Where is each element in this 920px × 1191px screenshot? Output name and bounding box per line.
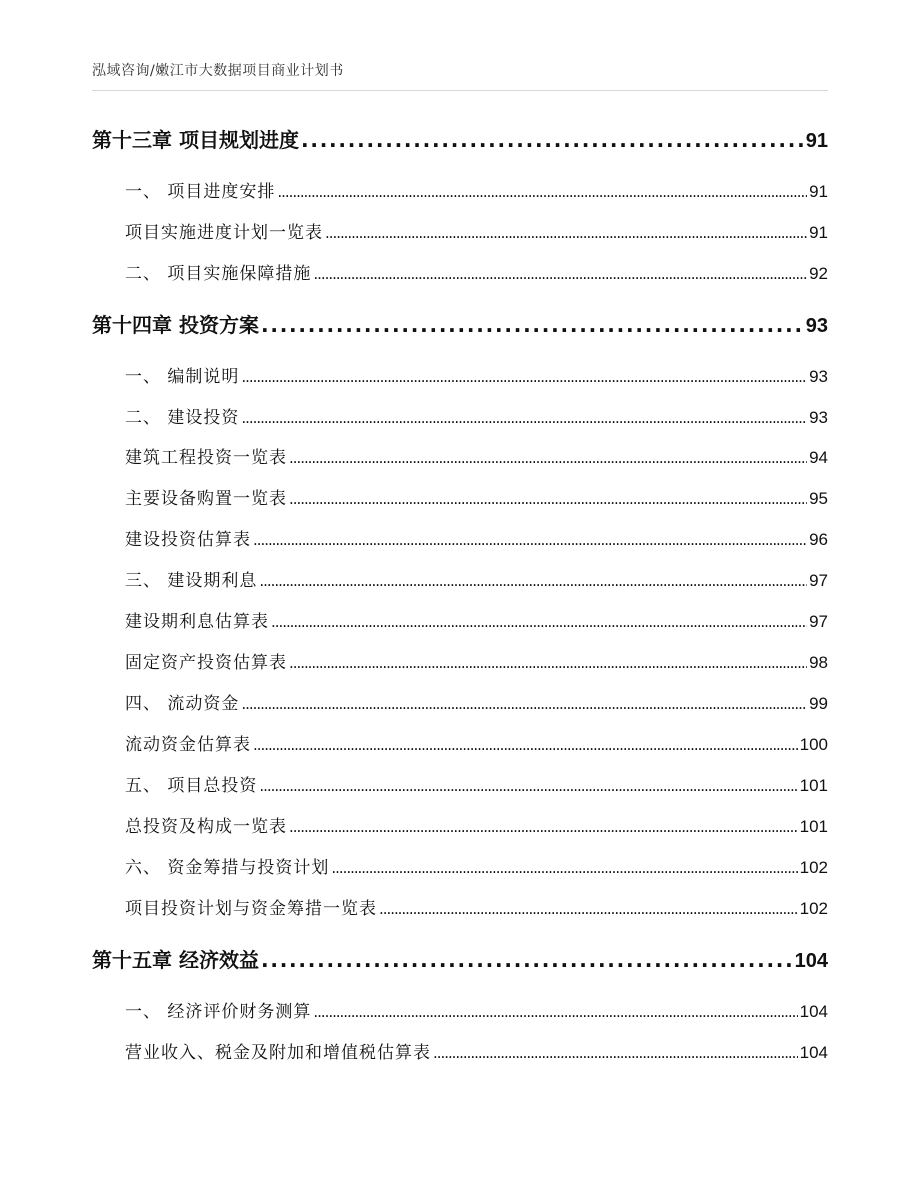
toc-entry-label: 五、 项目总投资 bbox=[125, 776, 258, 796]
toc-page-number: 93 bbox=[809, 408, 828, 427]
toc-leader-dots bbox=[259, 777, 797, 795]
toc-entry[interactable] bbox=[125, 566, 828, 591]
toc-entry-label: 一、 经济评价财务测算 bbox=[125, 1002, 312, 1022]
toc-entry-label: 营业收入、税金及附加和增值税估算表 bbox=[125, 1043, 431, 1063]
toc-page-number: 93 bbox=[809, 367, 828, 386]
toc-page-number: 101 bbox=[799, 817, 828, 836]
toc-page-number: 104 bbox=[799, 1043, 828, 1062]
toc-leader-dots bbox=[289, 654, 807, 672]
toc-leader-dots bbox=[241, 409, 807, 427]
toc-entry-label: 四、 流动资金 bbox=[125, 694, 240, 714]
toc-entry-label: 项目投资计划与资金筹措一览表 bbox=[125, 899, 377, 919]
toc-entry[interactable] bbox=[125, 259, 828, 284]
toc-entry[interactable] bbox=[125, 894, 828, 919]
toc-page-number: 96 bbox=[809, 530, 828, 549]
toc-entry-label: 项目实施进度计划一览表 bbox=[125, 223, 323, 243]
toc-entry-label: 三、 建设期利息 bbox=[125, 571, 258, 591]
toc-page-number: 100 bbox=[799, 735, 828, 754]
toc-entry[interactable] bbox=[125, 443, 828, 468]
toc-entry[interactable] bbox=[125, 607, 828, 632]
toc-leader-dots bbox=[261, 948, 793, 972]
toc-entry-label: 固定资产投资估算表 bbox=[125, 653, 287, 673]
toc-entry-label: 建筑工程投资一览表 bbox=[125, 448, 287, 468]
toc-entry[interactable] bbox=[125, 853, 828, 878]
toc-entry[interactable] bbox=[125, 362, 828, 387]
toc-entry-label: 第十五章 经济效益 bbox=[92, 948, 259, 972]
toc-leader-dots bbox=[253, 531, 807, 549]
toc-leader-dots bbox=[433, 1044, 798, 1062]
toc-leader-dots bbox=[331, 859, 797, 877]
toc-page-number: 91 bbox=[809, 223, 828, 242]
toc-entry-label: 主要设备购置一览表 bbox=[125, 489, 287, 509]
toc-leader-dots bbox=[259, 572, 807, 590]
toc-chapter-13[interactable] bbox=[92, 124, 828, 153]
page-header: 泓域咨询/嫩江市大数据项目商业计划书 bbox=[92, 63, 344, 79]
toc-leader-dots bbox=[277, 183, 807, 201]
toc-leader-dots bbox=[261, 313, 804, 337]
toc-entry-label: 二、 建设投资 bbox=[125, 408, 240, 428]
toc-entry-label: 二、 项目实施保障措施 bbox=[125, 264, 312, 284]
toc-entry-label: 第十四章 投资方案 bbox=[92, 313, 259, 337]
toc-entry-label: 建设投资估算表 bbox=[125, 530, 251, 550]
toc-page-number: 91 bbox=[805, 130, 828, 152]
toc-entry-label: 流动资金估算表 bbox=[125, 735, 251, 755]
toc-leader-dots bbox=[253, 736, 798, 754]
toc-page-number: 102 bbox=[799, 899, 828, 918]
toc-page-number: 91 bbox=[809, 182, 828, 201]
toc-entry-label: 一、 项目进度安排 bbox=[125, 182, 276, 202]
toc-leader-dots bbox=[241, 368, 807, 386]
toc-leader-dots bbox=[379, 900, 798, 918]
toc-entry[interactable] bbox=[125, 484, 828, 509]
toc-page-number: 101 bbox=[799, 776, 828, 795]
toc-leader-dots bbox=[289, 490, 807, 508]
toc-entry[interactable] bbox=[125, 997, 828, 1022]
toc-entry-label: 一、 编制说明 bbox=[125, 367, 240, 387]
toc-leader-dots bbox=[313, 1003, 797, 1021]
toc-page-number: 104 bbox=[794, 950, 828, 972]
toc-chapter-14[interactable] bbox=[92, 309, 828, 338]
toc-leader-dots bbox=[301, 128, 804, 152]
toc-page-number: 102 bbox=[799, 858, 828, 877]
toc-page-number: 94 bbox=[809, 448, 828, 467]
toc-entry[interactable] bbox=[125, 218, 828, 243]
toc-entry[interactable] bbox=[125, 771, 828, 796]
toc-entry[interactable] bbox=[125, 730, 828, 755]
toc-entry[interactable] bbox=[125, 403, 828, 428]
toc-page-number: 104 bbox=[799, 1002, 828, 1021]
toc-page-number: 99 bbox=[809, 694, 828, 713]
toc-page-number: 98 bbox=[809, 653, 828, 672]
toc-page-number: 93 bbox=[805, 315, 828, 337]
toc-leader-dots bbox=[325, 224, 807, 242]
toc-entry[interactable] bbox=[125, 177, 828, 202]
toc-leader-dots bbox=[313, 265, 807, 283]
toc-entry[interactable] bbox=[125, 689, 828, 714]
toc-leader-dots bbox=[271, 613, 807, 631]
toc-leader-dots bbox=[241, 695, 807, 713]
toc-page-number: 92 bbox=[809, 264, 828, 283]
toc-entry[interactable] bbox=[125, 525, 828, 550]
toc-entry-label: 第十三章 项目规划进度 bbox=[92, 128, 299, 152]
toc-page-number: 95 bbox=[809, 489, 828, 508]
toc-entry[interactable] bbox=[125, 1038, 828, 1063]
toc-page-number: 97 bbox=[809, 612, 828, 631]
toc-page-number: 97 bbox=[809, 571, 828, 590]
toc-entry-label: 六、 资金筹措与投资计划 bbox=[125, 858, 330, 878]
toc-leader-dots bbox=[289, 818, 798, 836]
toc-leader-dots bbox=[289, 449, 807, 467]
toc-entry[interactable] bbox=[125, 648, 828, 673]
toc-entry[interactable] bbox=[125, 812, 828, 837]
toc-entry-label: 建设期利息估算表 bbox=[125, 612, 269, 632]
toc-entry-label: 总投资及构成一览表 bbox=[125, 817, 287, 837]
toc-chapter-15[interactable] bbox=[92, 944, 828, 973]
